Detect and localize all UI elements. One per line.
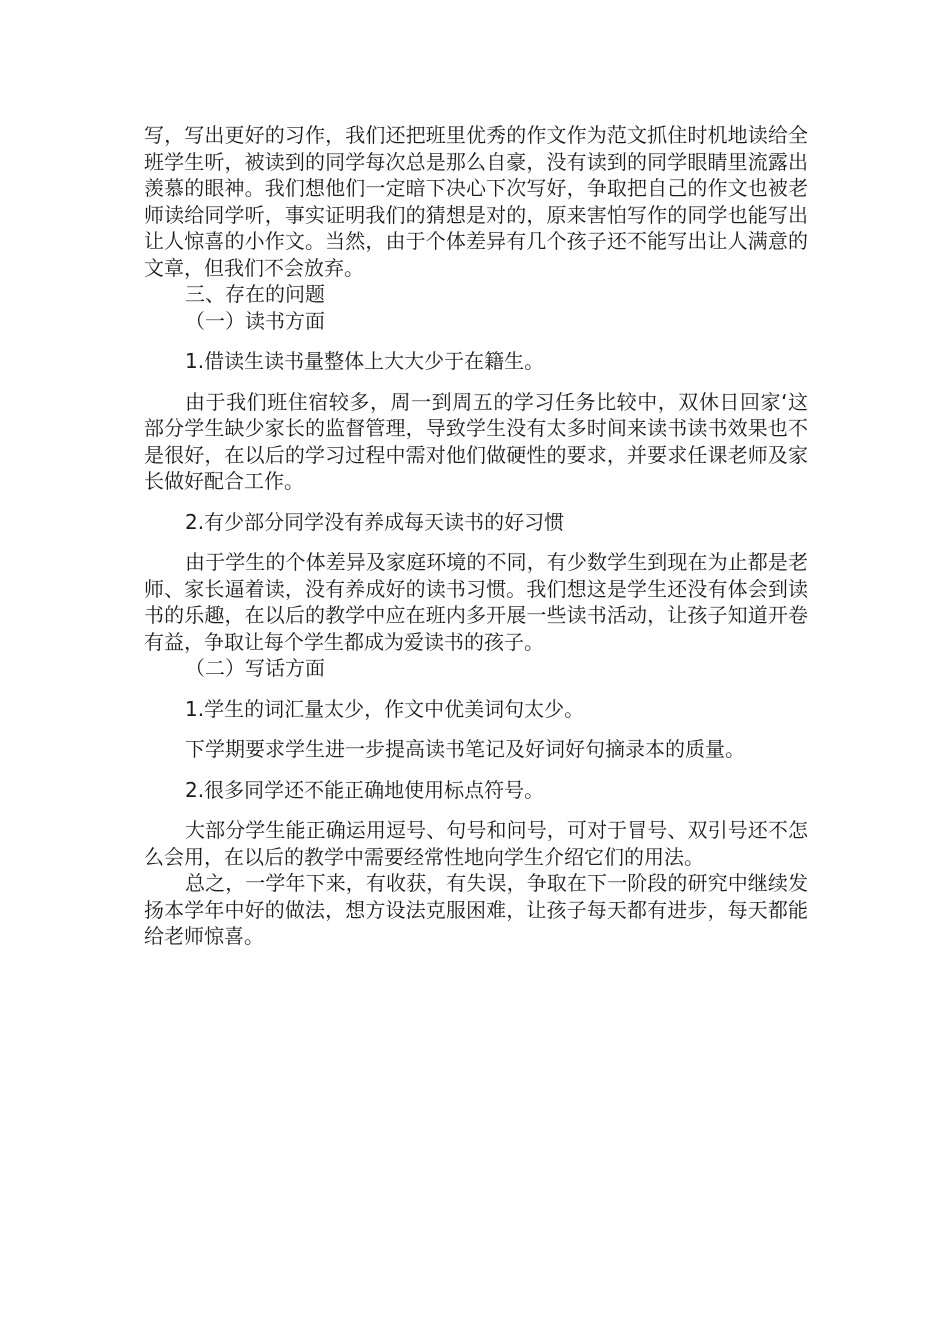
item-writing-1: 1.学生的词汇量太少，作文中优美词句太少。 <box>185 696 585 721</box>
paragraph-writing-1: 下学期要求学生进一步提高读书笔记及好词好句摘录本的质量。 <box>185 737 745 761</box>
heading-section-three: 三、存在的问题 <box>185 282 325 306</box>
item-reading-1: 1.借读生读书量整体上大大少于在籍生。 <box>185 349 545 373</box>
paragraph-reading-2: 由于学生的个体差异及家庭环境的不同，有少数学生到现在为止都是老师、家长逼着读，没有养成好的读书习惯。我们想这是学生还没有体会到读书的乐趣，在以后的教学中应在班内多开展一些读书活动，让孩子知道开卷有益，争取让每个学生都成为爱读书的孩子。 <box>144 550 808 654</box>
document-page <box>144 122 808 950</box>
paragraph-continued-writing: 写，写出更好的习作，我们还把班里优秀的作文作为范文抓住时机地读给全班学生听，被读到的同学每次总是那么自豪，没有读到的同学眼睛里流露出羡慕的眼神。我们想他们一定暗下决心下次写好，争取把自己的作文也被老师读给同学听，事实证明我们的猜想是对的，原来害怕写作的同学也能写出让人惊喜的小作文。当然，由于个体差异有几个孩子还不能写出让人满意的文章，但我们不会放弃。 <box>144 123 808 280</box>
item-reading-2: 2.有少部分同学没有养成每天读书的好习惯 <box>185 509 565 534</box>
item-writing-2: 2.很多同学还不能正确地使用标点符号。 <box>185 777 545 802</box>
paragraph-conclusion: 总之，一学年下来，有收获，有失误，争取在下一阶段的研究中继续发扬本学年中好的做法，想方设法克服困难，让孩子每天都有进步，每天都能给老师惊喜。 <box>144 871 808 948</box>
paragraph-writing-2: 大部分学生能正确运用逗号、句号和问号，可对于冒号、双引号还不怎么会用，在以后的教学中需要经常性地向学生介绍它们的用法。 <box>144 818 808 869</box>
heading-reading: （一）读书方面 <box>185 308 325 333</box>
paragraph-reading-1: 由于我们班住宿较多，周一到周五的学习任务比较中，双休日回家‘这部分学生缺少家长的监督管理，导致学生没有太多时间来读书读书效果也不是很好，在以后的学习过程中需对他们做硬性的要求，并要求任课老师及家长做好配合工作。 <box>144 389 808 493</box>
heading-writing: （二）写话方面 <box>185 656 325 680</box>
